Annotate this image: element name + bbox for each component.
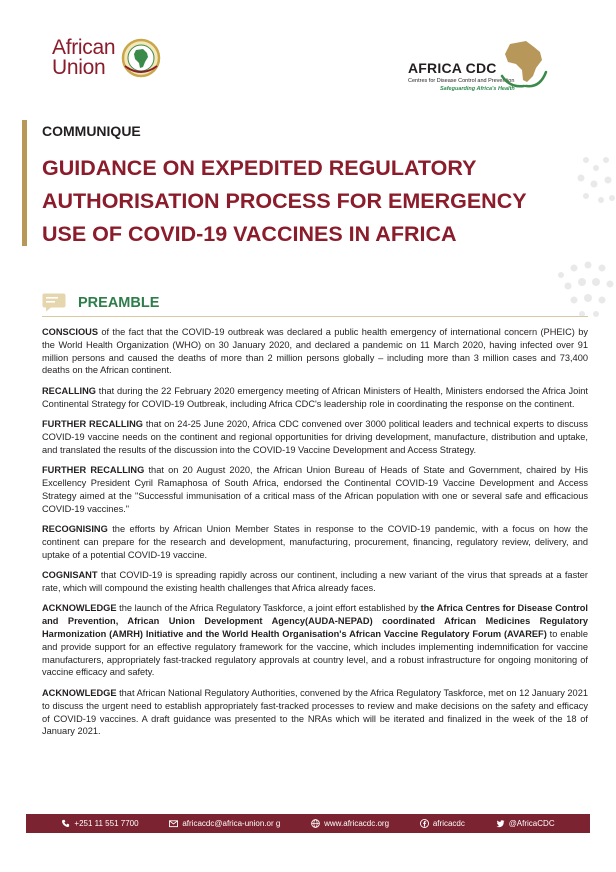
paragraph-bold-run: ACKNOWLEDGE xyxy=(42,687,117,698)
paragraph-bold-run: RECALLING xyxy=(42,385,96,396)
footer-website[interactable] xyxy=(311,819,389,828)
mail-icon xyxy=(169,819,178,828)
preamble-paragraph xyxy=(42,523,588,561)
footer-facebook-text: africacdc xyxy=(432,819,465,828)
paragraph-text-run: the launch of the Africa Regulatory Taskforce, a joint effort established by xyxy=(116,603,421,614)
section-heading: PREAMBLE xyxy=(78,294,160,311)
footer-twitter[interactable] xyxy=(496,819,555,828)
cdc-subtitle: Centres for Disease Control and Prevention xyxy=(408,78,515,84)
paragraph-text-run: that on 24-25 June 2020, Africa CDC convened over 3000 political leaders and technical experts to discuss COVID-19 vaccine needs on the continent and regional opportunities for driving development, manufacture, distribution and uptake, and translated the results of the discussion into the COVID-19 Vaccine Development and Access Strategy. xyxy=(42,419,589,455)
preamble-paragraph xyxy=(42,687,588,738)
footer-email-text: africacdc@africa-union.or g xyxy=(182,819,281,828)
preamble-paragraph xyxy=(42,569,588,595)
facebook-icon xyxy=(420,819,429,828)
paragraph-text-run: that on 20 August 2020, the African Union Bureau of Heads of State and Government, chaired by His Excellency President Cyril Ramaphosa of South Africa, endorsed the Continental COVID-19 Vaccine Development and Access Strategy aimed at the "Successful immunisation of a critical mass of the African population with one or several safe and efficacious COVID-19 vaccines." xyxy=(42,465,588,514)
paragraph-text-run: that African National Regulatory Authorities, convened by the Africa Regulatory Taskforce, met on 12 January 2021 to discuss the urgent need to establish appropriately fast-tracked processes to review and make decisions on the safety and efficacy of COVID-19 vaccines. A draft guidance was presented to the NRAs which will be iterated and finalized in the week of the 18 of January 2021. xyxy=(42,687,588,737)
page-header xyxy=(0,0,616,110)
footer-facebook[interactable] xyxy=(420,819,465,828)
preamble-paragraph xyxy=(42,385,588,411)
footer-phone-text: +251 11 551 7700 xyxy=(74,819,139,828)
paragraph-bold-run: RECOGNISING xyxy=(42,524,108,535)
paragraph-text-run: of the fact that the COVID-19 outbreak was declared a public health emergency of international concern (PHEIC) by the World Health Organization (WHO) on 30 January 2020, and declared a pandemic on 11 March 2020, having infected over 91 million persons and caused the deaths of more than 2 million persons globally – including more than 3 million cases and 73,400 deaths on the African continent. xyxy=(42,327,588,376)
globe-icon xyxy=(311,819,320,828)
title-accent-bar xyxy=(22,120,27,246)
paragraph-bold-run: the Africa Centres for Disease Control and Prevention, African Union Development Agency(AUDA-NEPAD) coordinated African Medicines Regulatory Harmonization (AMRH) Initiative and the World Health Organisation's African Vaccine Regulatory Forum (AVAREF) xyxy=(42,603,589,640)
footer-twitter-text: @AfricaCDC xyxy=(508,819,555,828)
section-divider xyxy=(42,316,588,317)
twitter-icon xyxy=(496,819,505,828)
paragraph-bold-run: ACKNOWLEDGE xyxy=(42,603,117,614)
african-union-emblem-icon xyxy=(121,38,161,78)
document-type-label: COMMUNIQUE xyxy=(42,123,141,139)
paragraph-text-run: that during the 22 February 2020 emergency meeting of African Ministers of Health, Ministers endorsed the Africa Joint Continental Strategy for COVID-19 Outbreak, including Africa CDC's leadership role in coordinating the response on the continent. xyxy=(42,385,588,409)
preamble-note-icon xyxy=(42,293,66,312)
au-logo-line2: Union xyxy=(52,56,106,79)
african-union-wordmark xyxy=(52,38,115,78)
paragraph-bold-run: CONSCIOUS xyxy=(42,327,99,337)
paragraph-text-run: to enable and provide support for an effective regulatory framework for the vaccine, which includes implementing indemnification for vaccine manufacturers, appropriately fast-tracked regulatory approvals at country level, and a robust infrastructure for ongoing monitoring of vaccine efficacy and safety. xyxy=(42,629,588,678)
paragraph-text-run: the efforts by African Union Member States in response to the COVID-19 pandemic, with a focus on how the continent can prepare for the research and development, manufacturing, procurement, financing, regulatory review, delivery, and uptake of a potential COVID-19 vaccine. xyxy=(42,524,588,560)
footer-website-text: www.africacdc.org xyxy=(324,819,390,828)
au-logo-line1: African xyxy=(52,36,116,59)
page-title: GUIDANCE ON EXPEDITED REGULATORY AUTHORISATION PROCESS FOR EMERGENCY USE OF COVID-19 VACCINES IN AFRICA xyxy=(42,156,527,246)
footer-email[interactable] xyxy=(169,819,280,828)
contact-footer xyxy=(26,814,590,833)
preamble-paragraph xyxy=(42,464,588,515)
preamble-body xyxy=(42,326,588,746)
preamble-paragraph xyxy=(42,326,588,377)
phone-icon xyxy=(61,819,70,828)
cdc-tagline: Safeguarding Africa's Health xyxy=(440,86,515,92)
paragraph-text-run: that COVID-19 is spreading rapidly across our continent, including a new variant of the virus that spreads at a faster rate, which will compound the existing health challenges that Africa already faces. xyxy=(42,570,588,593)
african-union-logo xyxy=(52,38,161,78)
preamble-paragraph xyxy=(42,418,588,456)
preamble-heading xyxy=(42,293,159,312)
paragraph-bold-run: COGNISANT xyxy=(42,570,98,581)
paragraph-bold-run: FURTHER RECALLING xyxy=(42,465,145,476)
africa-cdc-map-icon xyxy=(500,38,548,90)
preamble-paragraph xyxy=(42,602,588,679)
cdc-title: AFRICA CDC xyxy=(408,60,497,76)
footer-phone[interactable] xyxy=(61,819,138,828)
paragraph-bold-run: FURTHER RECALLING xyxy=(42,419,144,430)
africa-cdc-logo xyxy=(404,38,574,98)
